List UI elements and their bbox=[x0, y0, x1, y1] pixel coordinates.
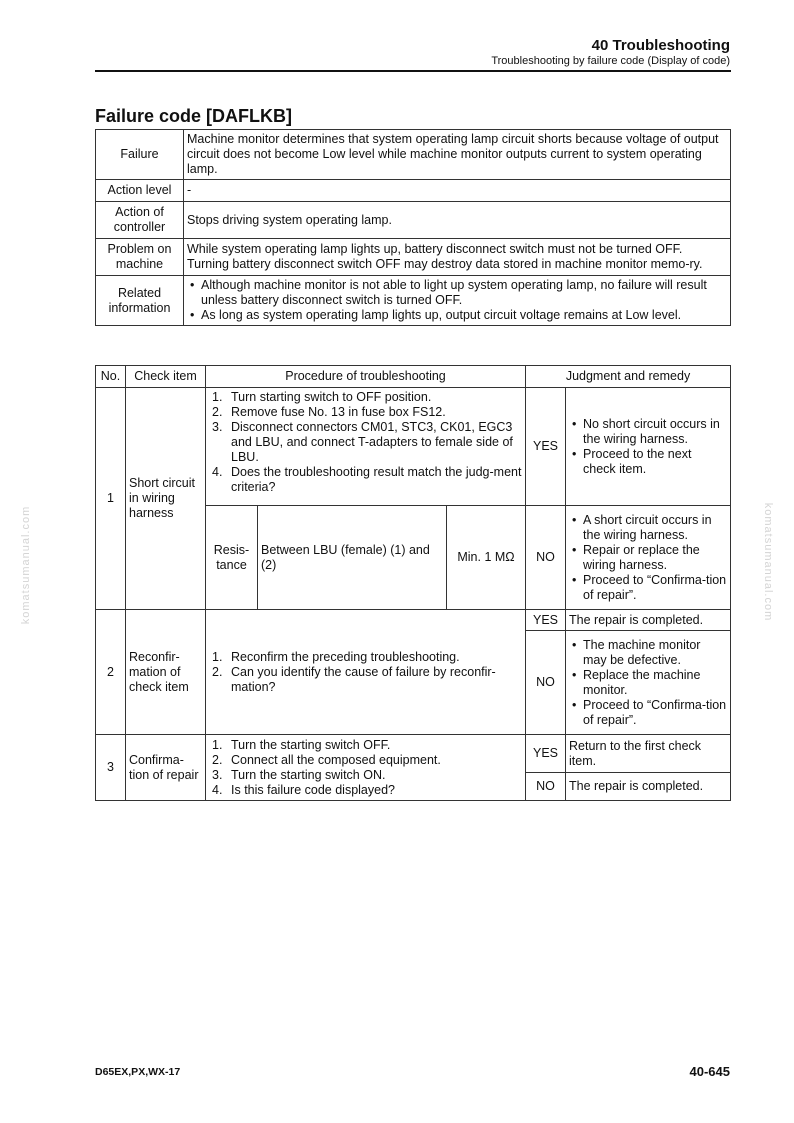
procedure-step: 1. Turn the starting switch OFF. bbox=[212, 737, 391, 752]
procedure-steps bbox=[206, 610, 526, 735]
procedure-step: 2. Remove fuse No. 13 in fuse box FS12. bbox=[212, 405, 446, 419]
troubleshooting-table bbox=[95, 365, 731, 801]
action-level-value: - bbox=[184, 180, 731, 202]
yes-remedy: The repair is completed. bbox=[566, 610, 731, 631]
row-number: 2 bbox=[96, 610, 126, 735]
procedure-steps bbox=[206, 735, 526, 801]
related-info bbox=[184, 276, 731, 326]
related-item: • As long as system operating lamp lights up, output circuit voltage remains at Low level. bbox=[187, 308, 727, 323]
header-no: No. bbox=[96, 366, 126, 388]
yes-label: YES bbox=[526, 388, 566, 506]
no-label: NO bbox=[526, 506, 566, 610]
row-number: 1 bbox=[96, 388, 126, 610]
yes-remedy bbox=[566, 388, 731, 506]
no-label: NO bbox=[526, 773, 566, 801]
header-check-item: Check item bbox=[126, 366, 206, 388]
page-number: 40-645 bbox=[689, 1064, 730, 1079]
remedy-item: • Proceed to “Confirma-tion of repair”. bbox=[569, 573, 727, 603]
no-remedy bbox=[566, 506, 731, 610]
subsection-title: Troubleshooting by failure code (Display of code) bbox=[491, 55, 730, 67]
header-judgment: Judgment and remedy bbox=[526, 366, 731, 388]
header-procedure: Procedure of troubleshooting bbox=[206, 366, 526, 388]
yes-label: YES bbox=[526, 610, 566, 631]
procedure-step: 3. Turn the starting switch ON. bbox=[212, 767, 386, 782]
no-label: NO bbox=[526, 631, 566, 735]
no-remedy: The repair is completed. bbox=[566, 773, 731, 801]
related-label: Related information bbox=[96, 276, 184, 326]
procedure-step: 1. Reconfirm the preceding troubleshooting. bbox=[212, 649, 460, 664]
section-title: 40 Troubleshooting bbox=[591, 37, 730, 54]
check-item: Reconfir-mation of check item bbox=[126, 610, 206, 735]
failure-info-table bbox=[95, 129, 731, 326]
footer-model: D65EX,PX,WX-17 bbox=[95, 1066, 181, 1078]
action-level-label: Action level bbox=[96, 180, 184, 202]
table-row bbox=[96, 610, 731, 631]
procedure-step: 4. Does the troubleshooting result match the judg-ment criteria? bbox=[212, 465, 522, 494]
remedy-item: • Proceed to the next check item. bbox=[569, 447, 727, 477]
action-controller-value: Stops driving system operating lamp. bbox=[184, 202, 731, 239]
watermark-right: komatsumanual.com bbox=[762, 502, 774, 622]
action-controller-label: Action of controller bbox=[96, 202, 184, 239]
failure-text: Machine monitor determines that system operating lamp circuit shorts because voltage of output circuit does not become Low level while machine monitor outputs current to system operating lamp. bbox=[184, 130, 731, 180]
remedy-item: • A short circuit occurs in the wiring harness. bbox=[569, 513, 727, 543]
yes-label: YES bbox=[526, 735, 566, 773]
table-row bbox=[96, 735, 731, 773]
related-row bbox=[96, 276, 731, 326]
header-divider bbox=[95, 70, 731, 72]
check-item: Confirma-tion of repair bbox=[126, 735, 206, 801]
related-item: • Although machine monitor is not able to light up system operating lamp, no failure will result unless battery disconnect switch is turned OFF. bbox=[187, 278, 727, 308]
remedy-item: • The machine monitor may be defective. bbox=[569, 638, 727, 668]
failure-label: Failure bbox=[96, 130, 184, 180]
yes-remedy: Return to the first check item. bbox=[566, 735, 731, 773]
criteria-value: Min. 1 MΩ bbox=[447, 506, 526, 610]
criteria-label: Resis-tance bbox=[206, 506, 258, 610]
procedure-steps bbox=[206, 388, 526, 506]
criteria-between: Between LBU (female) (1) and (2) bbox=[258, 506, 447, 610]
remedy-item: • No short circuit occurs in the wiring harness. bbox=[569, 417, 727, 447]
problem-label: Problem on machine bbox=[96, 239, 184, 276]
page-title: Failure code [DAFLKB] bbox=[95, 106, 293, 126]
remedy-item: • Proceed to “Confirma-tion of repair”. bbox=[569, 698, 727, 728]
failure-row bbox=[96, 130, 731, 180]
procedure-step: 4. Is this failure code displayed? bbox=[212, 782, 395, 797]
table-header-row bbox=[96, 366, 731, 388]
procedure-step: 2. Connect all the composed equipment. bbox=[212, 752, 441, 767]
procedure-step: 2. Can you identify the cause of failure by reconfir-mation? bbox=[212, 664, 496, 694]
watermark-left: komatsumanual.com bbox=[20, 505, 32, 625]
problem-row bbox=[96, 239, 731, 276]
table-row bbox=[96, 388, 731, 506]
action-controller-row bbox=[96, 202, 731, 239]
row-number: 3 bbox=[96, 735, 126, 801]
remedy-item: • Replace the machine monitor. bbox=[569, 668, 727, 698]
remedy-item: • Repair or replace the wiring harness. bbox=[569, 543, 727, 573]
action-level-row bbox=[96, 180, 731, 202]
check-item: Short circuit in wiring harness bbox=[126, 388, 206, 610]
problem-text: While system operating lamp lights up, battery disconnect switch must not be turned OFF. Turning battery disconnect switch OFF may destroy data stored in machine monitor memo-ry. bbox=[184, 239, 731, 276]
no-remedy bbox=[566, 631, 731, 735]
procedure-step: 3. Disconnect connectors CM01, STC3, CK01, EGC3 and LBU, and connect T-adapters to female side of LBU. bbox=[212, 420, 513, 464]
procedure-step: 1. Turn starting switch to OFF position. bbox=[212, 390, 432, 404]
